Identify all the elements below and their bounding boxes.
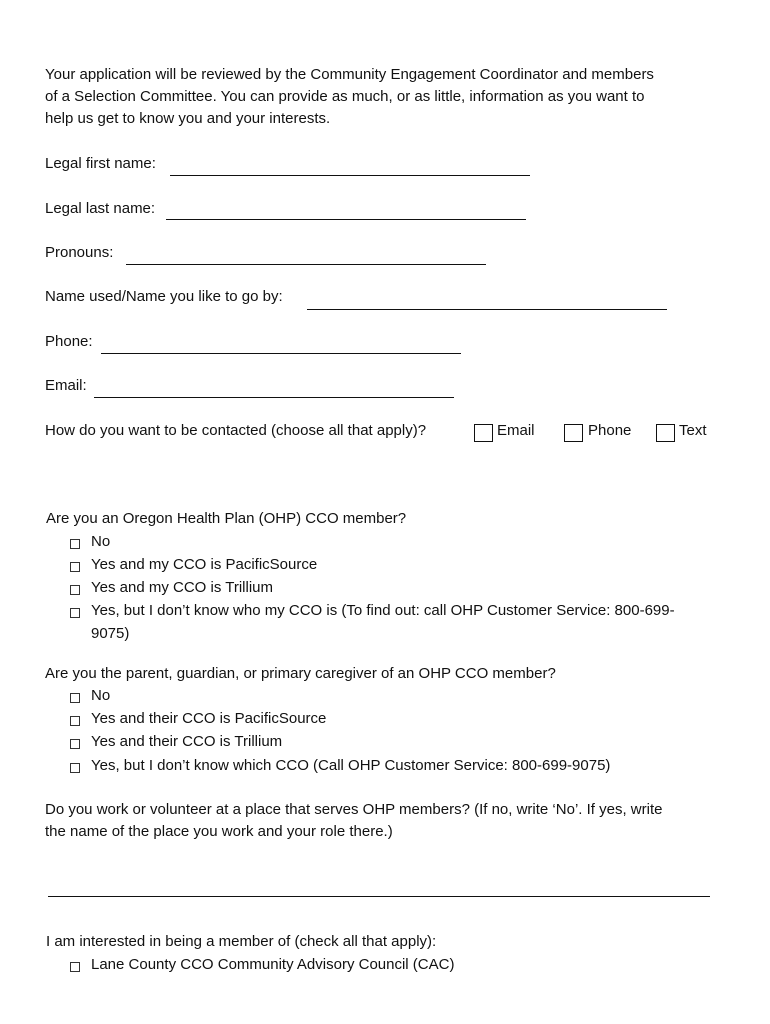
email-label: Email: [45, 377, 87, 394]
ohp-pacificsource-label: Yes and my CCO is PacificSource [91, 556, 318, 573]
ohp-trillium-checkbox[interactable] [70, 585, 80, 595]
contact-phone-checkbox[interactable] [564, 424, 583, 442]
contact-text-checkbox[interactable] [656, 424, 675, 442]
pronouns-label: Pronouns: [45, 244, 114, 261]
ohp-trillium-label: Yes and my CCO is Trillium [91, 579, 273, 596]
interest-question: I am interested in being a member of (check all that apply): [46, 933, 437, 950]
work-question-line2: the name of the place you work and your role there.) [45, 823, 393, 840]
ohp-unknown-label-cont: 9075) [91, 625, 130, 642]
first-name-field[interactable] [170, 175, 530, 176]
phone-field[interactable] [101, 353, 461, 354]
last-name-label: Legal last name: [45, 200, 156, 217]
ohp-no-checkbox[interactable] [70, 539, 80, 549]
caregiver-question: Are you the parent, guardian, or primary caregiver of an OHP CCO member? [45, 665, 556, 682]
caregiver-no-checkbox[interactable] [70, 693, 80, 703]
ohp-unknown-checkbox[interactable] [70, 608, 80, 618]
intro-paragraph [45, 64, 735, 130]
caregiver-unknown-label: Yes, but I don’t know which CCO (Call OHP Customer Service: 800-699-9075) [91, 757, 611, 774]
ohp-pacificsource-checkbox[interactable] [70, 562, 80, 572]
interest-cac-checkbox[interactable] [70, 962, 80, 972]
ohp-no-label: No [91, 533, 111, 550]
first-name-label: Legal first name: [45, 155, 156, 172]
intro-line: help us get to know you and your interests. [45, 110, 331, 127]
work-answer-field[interactable] [48, 896, 710, 897]
interest-cac-label: Lane County CCO Community Advisory Council (CAC) [91, 956, 455, 973]
contact-email-label: Email [497, 422, 535, 439]
caregiver-trillium-label: Yes and their CCO is Trillium [91, 733, 283, 750]
intro-line: Your application will be reviewed by the Community Engagement Coordinator and members [45, 66, 654, 83]
contact-phone-label: Phone [588, 422, 632, 439]
name-used-label: Name used/Name you like to go by: [45, 288, 283, 305]
caregiver-unknown-checkbox[interactable] [70, 763, 80, 773]
intro-line: of a Selection Committee. You can provide as much, or as little, information as you want to [45, 88, 645, 105]
contact-question: How do you want to be contacted (choose all that apply)? [45, 422, 427, 439]
caregiver-no-label: No [91, 687, 111, 704]
ohp-member-question: Are you an Oregon Health Plan (OHP) CCO member? [46, 510, 407, 527]
ohp-unknown-label: Yes, but I don’t know who my CCO is (To find out: call OHP Customer Service: 800-699- [91, 602, 675, 619]
contact-email-checkbox[interactable] [474, 424, 493, 442]
contact-text-label: Text [679, 422, 707, 439]
email-field[interactable] [94, 397, 454, 398]
caregiver-pacificsource-label: Yes and their CCO is PacificSource [91, 710, 327, 727]
pronouns-field[interactable] [126, 264, 486, 265]
last-name-field[interactable] [166, 219, 526, 220]
name-used-field[interactable] [307, 309, 667, 310]
caregiver-pacificsource-checkbox[interactable] [70, 716, 80, 726]
caregiver-trillium-checkbox[interactable] [70, 739, 80, 749]
work-question-line1: Do you work or volunteer at a place that serves OHP members? (If no, write ‘No’. If yes, write [45, 801, 663, 818]
phone-label: Phone: [45, 333, 93, 350]
